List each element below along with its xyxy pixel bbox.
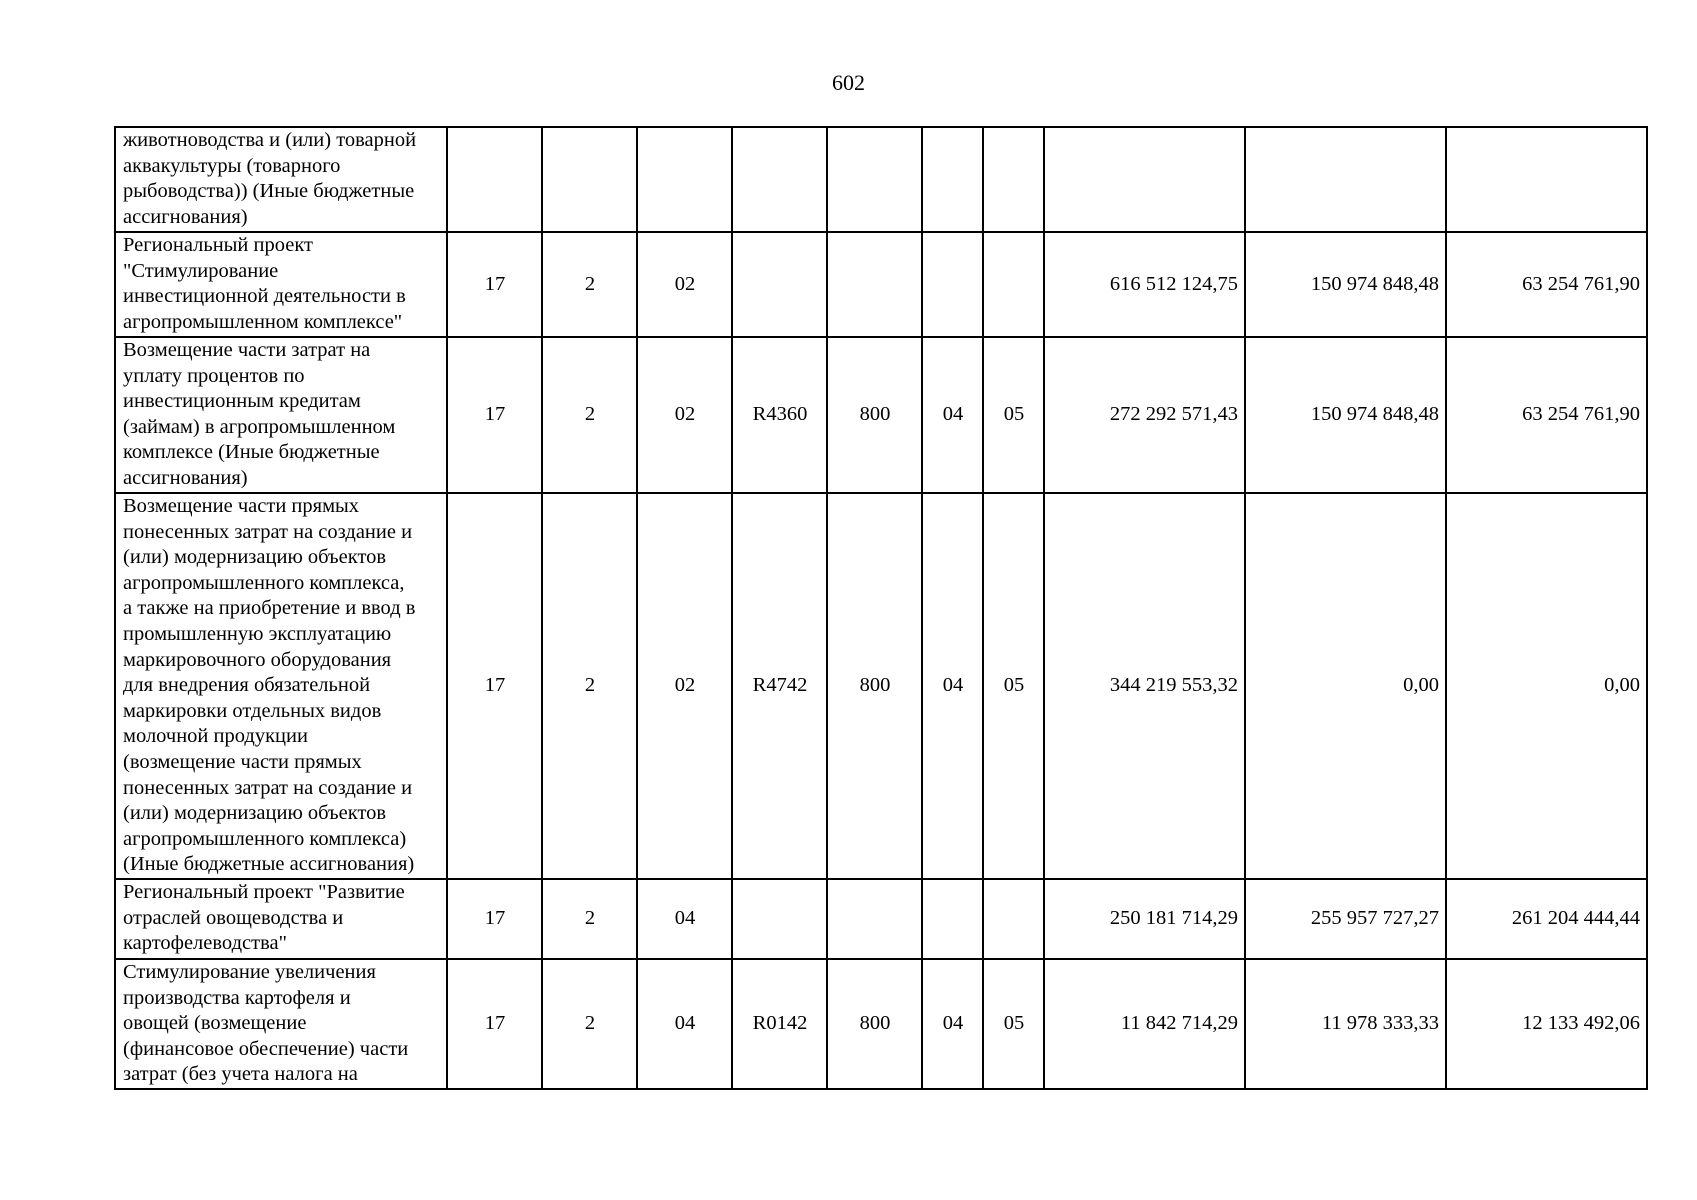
row-name-cell: Региональный проект "Развитие отраслей овощеводства и картофелеводства" [115, 879, 447, 959]
program-code-cell: 17 [447, 232, 542, 337]
direction-code-cell: R4360 [732, 337, 827, 493]
amount-year3-cell: 261 204 444,44 [1446, 879, 1647, 959]
amount-year1-cell: 250 181 714,29 [1044, 879, 1245, 959]
project-code-cell [637, 127, 732, 232]
direction-code-cell [732, 879, 827, 959]
amount-year3-cell [1446, 127, 1647, 232]
program-code-cell [447, 127, 542, 232]
page-number: 602 [832, 70, 865, 95]
amount-year1-cell: 11 842 714,29 [1044, 959, 1245, 1089]
amount-year2-cell: 150 974 848,48 [1245, 337, 1446, 493]
subprogram-code-cell: 2 [542, 232, 637, 337]
subsection-code-cell [983, 232, 1044, 337]
section-code-cell [922, 879, 983, 959]
subsection-code-cell [983, 879, 1044, 959]
row-name-cell: Стимулирование увеличения производства картофеля и овощей (возмещение (финансовое обеспечение) части затрат (без учета налога на [115, 959, 447, 1089]
table-row [115, 127, 1647, 232]
amount-year3-cell: 0,00 [1446, 493, 1647, 879]
expense-type-cell: 800 [827, 959, 922, 1089]
amount-year1-cell: 616 512 124,75 [1044, 232, 1245, 337]
expense-type-cell: 800 [827, 337, 922, 493]
direction-code-cell: R4742 [732, 493, 827, 879]
subsection-code-cell [983, 127, 1044, 232]
row-name-cell: Возмещение части затрат на уплату процентов по инвестиционным кредитам (займам) в агропромышленном комплексе (Иные бюджетные ассигнования) [115, 337, 447, 493]
subprogram-code-cell: 2 [542, 337, 637, 493]
project-code-cell: 04 [637, 959, 732, 1089]
table-row [115, 879, 1647, 959]
amount-year2-cell [1245, 127, 1446, 232]
expense-type-cell [827, 127, 922, 232]
amount-year2-cell: 150 974 848,48 [1245, 232, 1446, 337]
program-code-cell: 17 [447, 493, 542, 879]
subprogram-code-cell: 2 [542, 879, 637, 959]
direction-code-cell [732, 127, 827, 232]
table-row [115, 959, 1647, 1089]
expense-type-cell [827, 879, 922, 959]
section-code-cell: 04 [922, 493, 983, 879]
program-code-cell: 17 [447, 879, 542, 959]
table-row [115, 337, 1647, 493]
direction-code-cell [732, 232, 827, 337]
subsection-code-cell: 05 [983, 337, 1044, 493]
project-code-cell: 02 [637, 493, 732, 879]
row-name-cell: Возмещение части прямых понесенных затрат на создание и (или) модернизацию объектов агропромышленного комплекса, а также на приобретение и ввод в промышленную эксплуатацию маркировочного оборудования для внедрения обязательной маркировки отдельных видов молочной продукции (возмещение части прямых понесенных затрат на создание и (или) модернизацию объектов агропромышленного комплекса) (Иные бюджетные ассигнования) [115, 493, 447, 879]
subsection-code-cell: 05 [983, 959, 1044, 1089]
row-name-cell: животноводства и (или) товарной аквакультуры (товарного рыбоводства)) (Иные бюджетные ассигнования) [115, 127, 447, 232]
amount-year1-cell: 344 219 553,32 [1044, 493, 1245, 879]
section-code-cell: 04 [922, 959, 983, 1089]
amount-year2-cell: 11 978 333,33 [1245, 959, 1446, 1089]
amount-year2-cell: 0,00 [1245, 493, 1446, 879]
table-row [115, 232, 1647, 337]
section-code-cell: 04 [922, 337, 983, 493]
subprogram-code-cell [542, 127, 637, 232]
expense-type-cell: 800 [827, 493, 922, 879]
table-row [115, 493, 1647, 879]
project-code-cell: 02 [637, 232, 732, 337]
subsection-code-cell: 05 [983, 493, 1044, 879]
amount-year1-cell [1044, 127, 1245, 232]
section-code-cell [922, 127, 983, 232]
amount-year3-cell: 12 133 492,06 [1446, 959, 1647, 1089]
direction-code-cell: R0142 [732, 959, 827, 1089]
project-code-cell: 04 [637, 879, 732, 959]
budget-table [114, 126, 1648, 1090]
section-code-cell [922, 232, 983, 337]
expense-type-cell [827, 232, 922, 337]
amount-year3-cell: 63 254 761,90 [1446, 337, 1647, 493]
subprogram-code-cell: 2 [542, 493, 637, 879]
project-code-cell: 02 [637, 337, 732, 493]
amount-year2-cell: 255 957 727,27 [1245, 879, 1446, 959]
row-name-cell: Региональный проект "Стимулирование инвестиционной деятельности в агропромышленном комплексе" [115, 232, 447, 337]
amount-year3-cell: 63 254 761,90 [1446, 232, 1647, 337]
subprogram-code-cell: 2 [542, 959, 637, 1089]
program-code-cell: 17 [447, 959, 542, 1089]
program-code-cell: 17 [447, 337, 542, 493]
amount-year1-cell: 272 292 571,43 [1044, 337, 1245, 493]
